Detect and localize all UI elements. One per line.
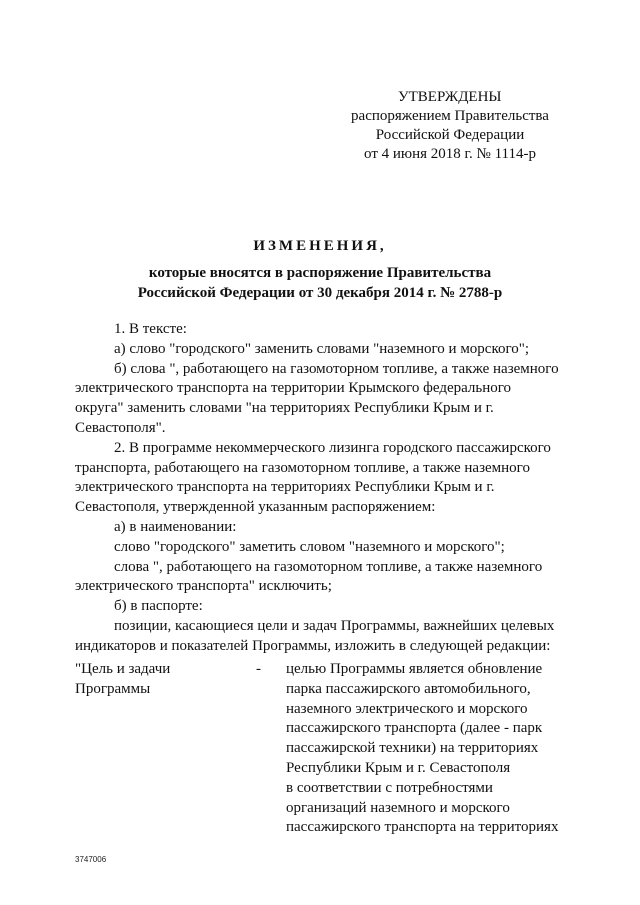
paragraph: б) слова ", работающего на газомоторном топливе, а также наземного электрического транспорта на территории Крымского федерального округа" заменить словами "на территориях Республики Крым и г. Севастополя". bbox=[75, 360, 559, 436]
approval-line: Российской Федерации bbox=[375, 127, 525, 143]
table-value-line: парка пассажирского автомобильного, bbox=[286, 680, 531, 697]
table-value-cell bbox=[286, 660, 566, 838]
paragraph: слова ", работающего на газомоторном топливе, а также наземного электрического транспорта" исключить; bbox=[75, 558, 543, 595]
approval-line: распоряжением Правительства bbox=[351, 108, 549, 124]
paragraph: 2. В программе некоммерческого лизинга городского пассажирского транспорта, работающего на газомоторном топливе, а также наземного электрического транспорта на территориях Республики Крым и г. Севастополя, утвержденной указанным распоряжением: bbox=[75, 439, 551, 516]
paragraph: а) слово "городского" заменить словами "наземного и морского"; bbox=[114, 340, 530, 357]
subtitle-line: которые вносятся в распоряжение Правительства bbox=[148, 265, 492, 281]
table-label-line: "Цель и задачи bbox=[75, 661, 171, 677]
table-value-line: пассажирского транспорта на территориях bbox=[286, 819, 559, 836]
table-value-line: организаций наземного и морского bbox=[286, 799, 510, 816]
approval-date-line: от 4 июня 2018 г. № 1114-р bbox=[364, 146, 536, 162]
table-dash: - bbox=[256, 661, 261, 677]
paragraph: позиции, касающиеся цели и задач Программы, важнейших целевых индикаторов и показателей Программы, изложить в следующей редакции: bbox=[75, 617, 555, 654]
table-value-line: целью Программы является обновление bbox=[286, 661, 543, 677]
table-value-line: наземного электрического и морского bbox=[286, 700, 528, 717]
approval-block bbox=[330, 88, 570, 164]
table-label-line: Программы bbox=[75, 680, 151, 697]
document-subtitle bbox=[0, 263, 640, 303]
subtitle-line: Российской Федерации от 30 декабря 2014 г. № 2788-р bbox=[137, 285, 503, 301]
table-value-line: пассажирского транспорта (далее - парк bbox=[286, 720, 543, 737]
document-body bbox=[75, 320, 559, 657]
paragraph: б) в паспорте: bbox=[114, 598, 203, 615]
table-label-cell bbox=[75, 660, 245, 700]
paragraph: а) в наименовании: bbox=[114, 518, 237, 535]
table-value-line: в соответствии с потребностями bbox=[286, 779, 493, 796]
document-number: 3747006 bbox=[75, 855, 107, 864]
table-value-line: Республики Крым и г. Севастополя bbox=[286, 759, 511, 776]
paragraph: 1. В тексте: bbox=[114, 321, 187, 337]
table-value-line: пассажирской техники) на территориях bbox=[286, 740, 539, 757]
approval-heading: УТВЕРЖДЕНЫ bbox=[398, 89, 502, 105]
paragraph: слово "городского" заметить словом "наземного и морского"; bbox=[114, 538, 505, 555]
document-title: ИЗМЕНЕНИЯ, bbox=[253, 238, 387, 254]
